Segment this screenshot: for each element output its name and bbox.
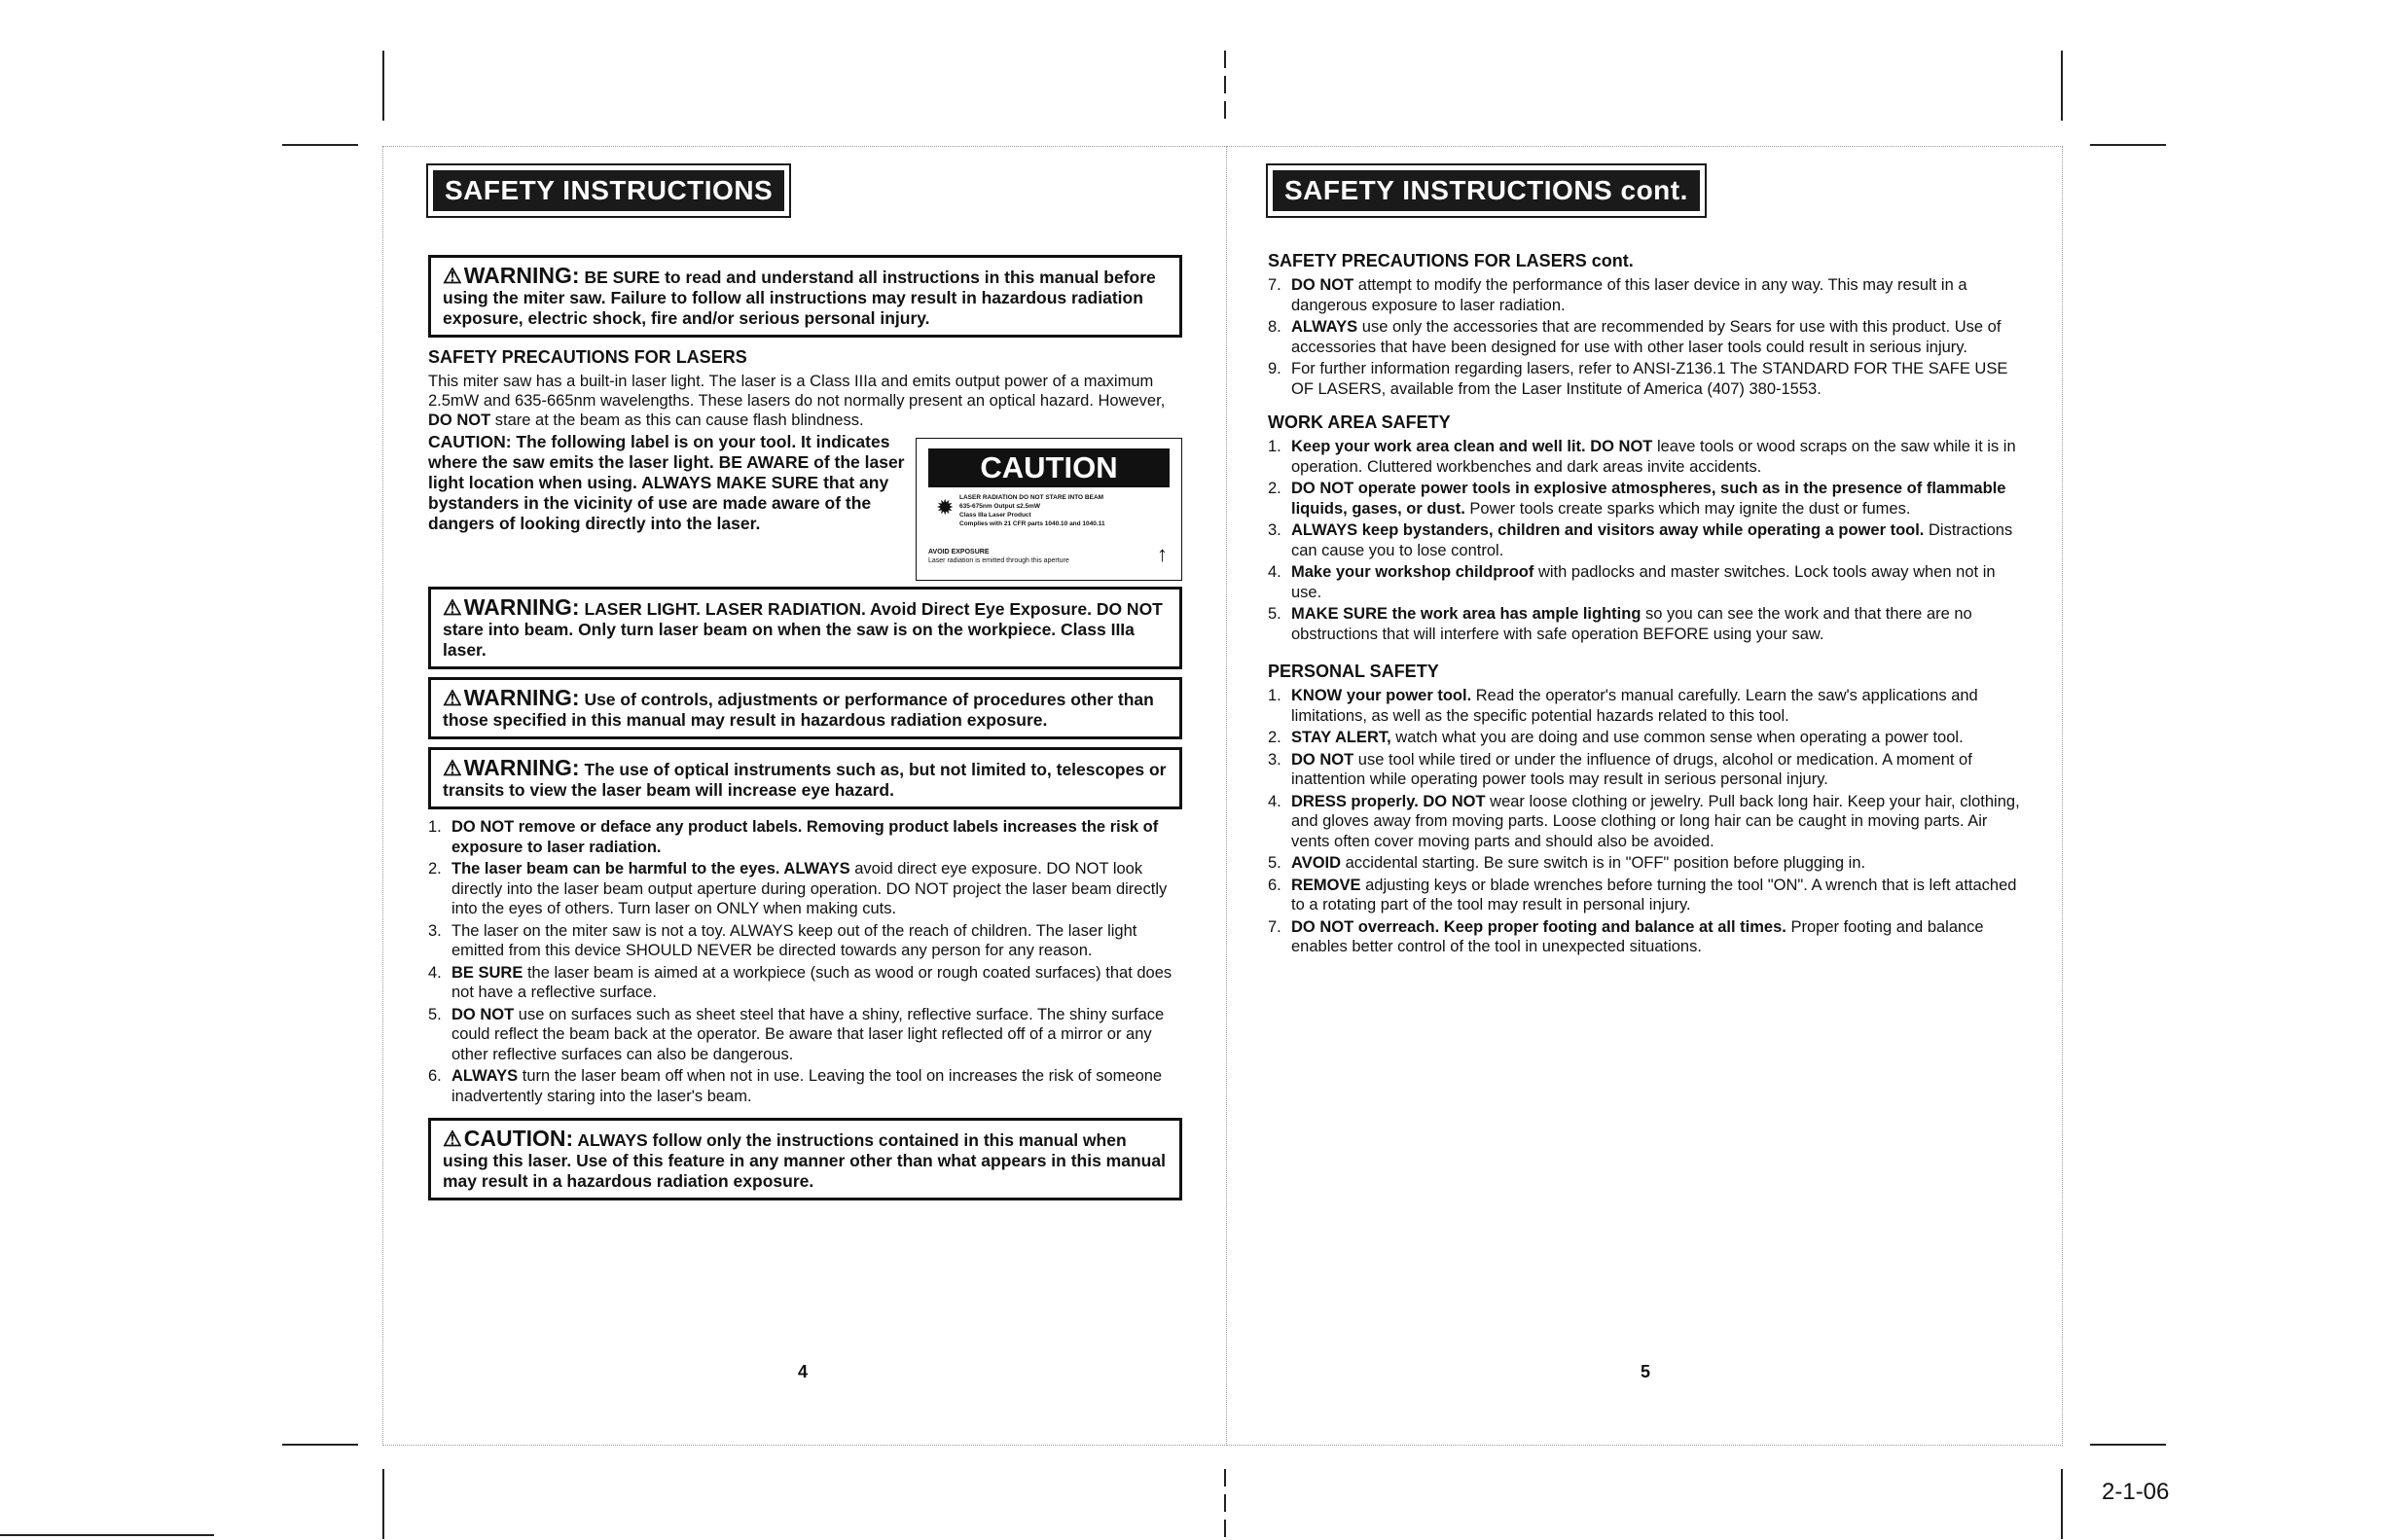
crop-mark [1224, 101, 1226, 119]
label-fine-print: LASER RADIATION DO NOT STARE INTO BEAM 635-675nm Output ≤2.5mW Class IIIa Laser Product Complies with 21 CFR parts 1040.10 and 1040.11 [959, 494, 1105, 527]
crop-mark [2061, 1469, 2063, 1539]
crop-mark [2061, 51, 2063, 121]
crop-mark [1224, 51, 1226, 68]
list-item: 3. DO NOT use tool while tired or under the influence of drugs, alcohol or medication. A moment of inattention while operating power tools may result in serious personal injury. [1268, 750, 1972, 788]
list-item: 5. AVOID accidental starting. Be sure switch is in "OFF" position before plugging in. [1268, 854, 1866, 872]
list-item: 6. ALWAYS turn the laser beam off when not in use. Leaving the tool on increases the risk of someone inadvertently staring into the laser's beam. [428, 1067, 1163, 1105]
caution-label-section [428, 432, 1182, 581]
caution-box: ⚠CAUTION: ALWAYS follow only the instructions contained in this manual when using this laser. Use of this feature in any manner other than what appears in this manual may result in a hazardous radiation exposure. [428, 1118, 1182, 1200]
page-title-banner: SAFETY INSTRUCTIONS [428, 165, 789, 216]
warning-triangle-icon: ⚠ [443, 1127, 462, 1151]
list-item: 6. REMOVE adjusting keys or blade wrenches before turning the tool "ON". A wrench that is left attached to a rotating part of the tool may result in personal injury. [1268, 876, 2017, 913]
caution-text: CAUTION: The following label is on your tool. It indicates where the saw emits the laser light. BE AWARE of the laser light location when using. ALWAYS MAKE SURE that any bystanders in the vicinity of use are made aware of the dangers of looking directly into the laser. [428, 432, 905, 533]
crop-mark [1224, 1494, 1226, 1512]
list-item: 1. Keep your work area clean and well lit. DO NOT leave tools or wood scraps on the saw while it is in operation. Cluttered workbenches and dark areas invite accidents. [1268, 438, 2016, 476]
laser-safety-list [428, 817, 1182, 1106]
left-content [428, 255, 1182, 1208]
list-item: 5. MAKE SURE the work area has ample lighting so you can see the work and that there are no obstructions that will interfere with safe operation BEFORE using your saw. [1268, 605, 1972, 643]
crop-mark [382, 1469, 384, 1539]
right-content [1268, 251, 2025, 959]
work-area-list [1268, 437, 2025, 644]
list-item: 7. DO NOT overreach. Keep proper footing and balance at all times. Proper footing and balance enables better control of the tool in unexpected situations. [1268, 917, 1984, 955]
laser-safety-list-cont [1268, 275, 2025, 399]
list-item: 5. DO NOT use on surfaces such as sheet steel that have a shiny, reflective surface. The shiny surface could reflect the beam back at the operator. Be aware that laser light reflected off of a mirror or any other reflective surfaces can also be dangerous. [428, 1005, 1165, 1063]
laser-starburst-icon: ✹ [936, 495, 955, 519]
warning-triangle-icon: ⚠ [443, 264, 462, 288]
label-title: CAUTION [928, 448, 1170, 487]
paragraph: This miter saw has a built-in laser light. The laser is a Class IIIa and emits output power of a maximum 2.5mW and 635-665nm wavelengths. These lasers do not normally present an optical hazard. However, DO NOT stare at the beam as this can cause flash blindness. [428, 373, 1166, 429]
page-title-banner: SAFETY INSTRUCTIONS cont. [1268, 165, 1705, 216]
warning-box: ⚠WARNING: The use of optical instruments such as, but not limited to, telescopes or transits to view the laser beam will increase eye hazard. [428, 747, 1182, 809]
caution-label-image [916, 438, 1182, 581]
section-heading: SAFETY PRECAUTIONS FOR LASERS [428, 347, 747, 367]
crop-mark [1224, 1469, 1226, 1486]
warning-box: ⚠WARNING: LASER LIGHT. LASER RADIATION. Avoid Direct Eye Exposure. DO NOT stare into beam. Only turn laser beam on when the saw is on the workpiece. Class IIIa laser. [428, 587, 1182, 669]
list-item: 2. The laser beam can be harmful to the eyes. ALWAYS avoid direct eye exposure. DO NOT look directly into the laser beam output aperture during operation. DO NOT project the laser beam directly into the eyes of others. Turn laser on ONLY when making cuts. [428, 860, 1168, 917]
list-item: 2. DO NOT operate power tools in explosive atmospheres, such as in the presence of flammable liquids, gases, or dust. Power tools create sparks which may ignite the dust or fumes. [1268, 480, 2006, 518]
list-item: 1. DO NOT remove or deface any product labels. Removing product labels increases the risk of exposure to laser radiation. [428, 818, 1159, 856]
warning-triangle-icon: ⚠ [443, 686, 462, 710]
crop-mark [2090, 1444, 2166, 1446]
list-item: 8. ALWAYS use only the accessories that are recommended by Sears for use with this product. Use of accessories that have been designed for use with other laser tools could result in serious injury. [1268, 318, 2002, 356]
section-heading: WORK AREA SAFETY [1268, 412, 1451, 432]
warning-text: BE SURE to read and understand all instructions in this manual before using the miter saw. Failure to follow all instructions may result in hazardous radiation exposure, electric shock, fire and/or serious personal injury. [443, 268, 1156, 328]
section-heading: PERSONAL SAFETY [1268, 662, 1439, 681]
list-item: 1. KNOW your power tool. Read the operator's manual carefully. Learn the saw's applications and limitations, as well as the specific potential hazards related to this tool. [1268, 687, 1978, 725]
page-number: 4 [798, 1362, 809, 1381]
list-item: 3. The laser on the miter saw is not a toy. ALWAYS keep out of the reach of children. The laser light emitted from this device SHOULD NEVER be directed towards any person for any reason. [428, 921, 1137, 959]
warning-box: ⚠WARNING: BE SURE to read and understand all instructions in this manual before using the miter saw. Failure to follow all instructions may result in hazardous radiation exposure, electric shock, fire and/or serious personal injury. [428, 255, 1182, 338]
page-number: 5 [1641, 1362, 1651, 1381]
warning-triangle-icon: ⚠ [443, 756, 462, 780]
list-item: 4. BE SURE the laser beam is aimed at a workpiece (such as wood or rough coated surfaces) that does not have a reflective surface. [428, 963, 1172, 1001]
list-item: 2. STAY ALERT, watch what you are doing and use common sense when operating a power tool. [1268, 729, 1964, 746]
crop-mark [1224, 1520, 1226, 1537]
list-item: 4. Make your workshop childproof with padlocks and master switches. Lock tools away when not in use. [1268, 563, 1996, 601]
warning-triangle-icon: ⚠ [443, 595, 462, 620]
crop-mark [2090, 144, 2166, 146]
crop-mark [382, 51, 384, 121]
label-avoid-exposure: AVOID EXPOSURE Laser radiation is emitted through this aperture [928, 549, 1069, 564]
crop-mark [1224, 76, 1226, 93]
section-heading: SAFETY PRECAUTIONS FOR LASERS cont. [1268, 251, 1634, 270]
aperture-arrow-icon: ↑ [1157, 542, 1168, 566]
list-item: 7. DO NOT attempt to modify the performance of this laser device in any way. This may result in a dangerous exposure to laser radiation. [1268, 276, 1967, 314]
personal-safety-list [1268, 686, 2025, 957]
crop-mark [282, 1444, 358, 1446]
crop-mark [0, 1534, 214, 1536]
list-item: 4. DRESS properly. DO NOT wear loose clothing or jewelry. Pull back long hair. Keep your hair, clothing, and gloves away from moving parts. Loose clothing or long hair can be caught in moving parts. Air vents often cover moving parts and should also be avoided. [1268, 792, 2020, 850]
list-item: 9. For further information regarding lasers, refer to ANSI-Z136.1 The STANDARD FOR THE SAFE USE OF LASERS, available from the Laser Institute of America (407) 380-1553. [1268, 360, 2008, 398]
crop-mark [282, 144, 358, 146]
document-code: 2-1-06 [2102, 1479, 2170, 1505]
list-item: 3. ALWAYS keep bystanders, children and visitors away while operating a power tool. Distractions can cause you to lose control. [1268, 521, 2013, 559]
warning-box: ⚠WARNING: Use of controls, adjustments or performance of procedures other than those specified in this manual may result in hazardous radiation exposure. [428, 677, 1182, 739]
